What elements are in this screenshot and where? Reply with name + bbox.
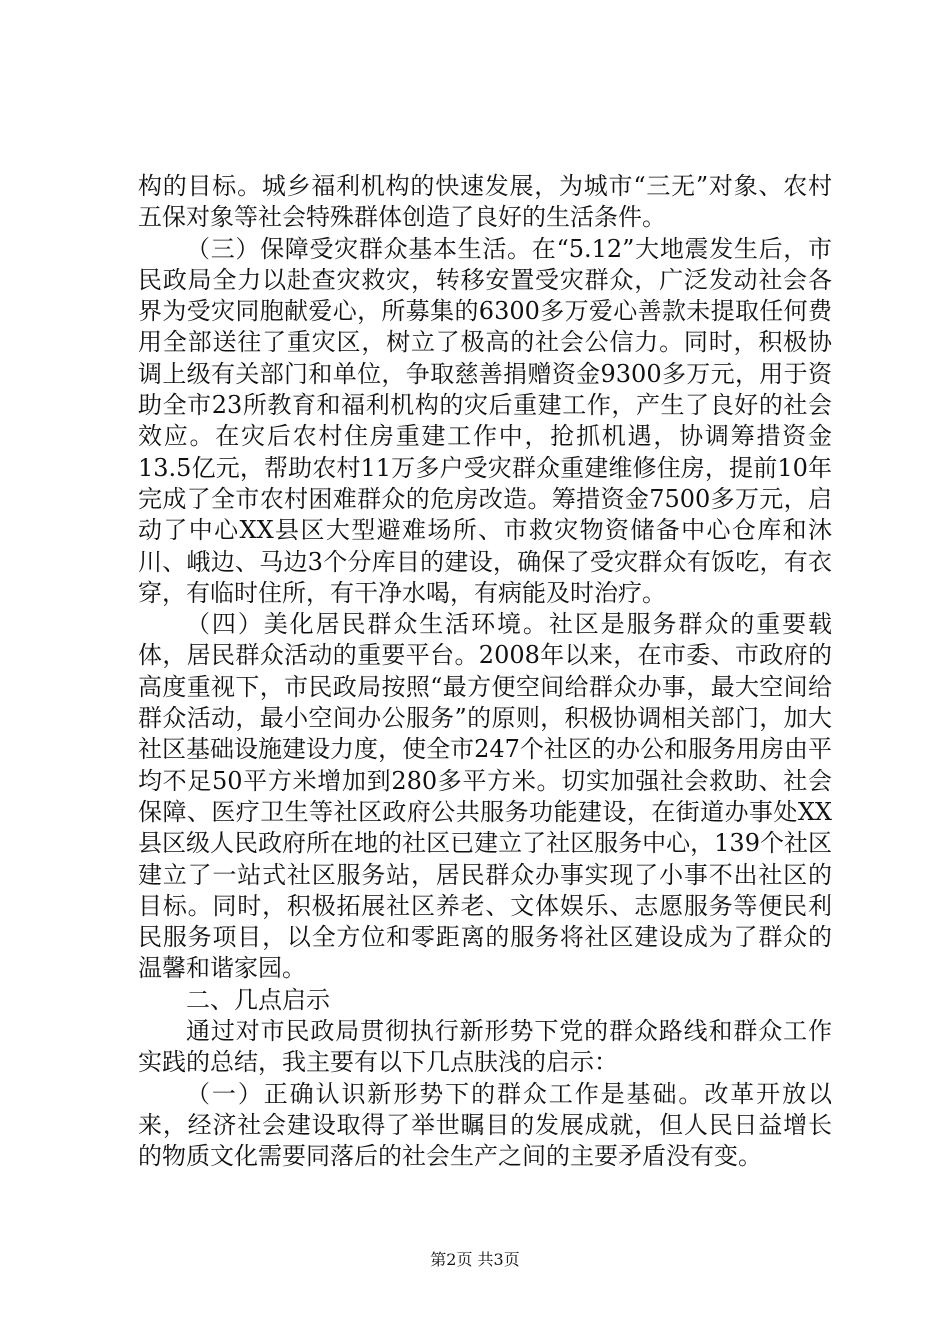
document-body <box>138 171 832 1173</box>
paragraph-insight-one: （一）正确认识新形势下的群众工作是基础。改革开放以来，经济社会建设取得了举世瞩目的发展成就，但人民日益增长的物质文化需要同落后的社会生产之间的主要矛盾没有变。 <box>138 1079 832 1171</box>
paragraph-continuation: 构的目标。城乡福利机构的快速发展，为城市“三无”对象、农村五保对象等社会特殊群体创造了良好的生活条件。 <box>138 172 832 232</box>
paragraph-insights-intro: 通过对市民政局贯彻执行新形势下党的群众路线和群众工作实践的总结，我主要有以下几点肤浅的启示： <box>138 1017 832 1077</box>
page-number-footer: 第2页 共3页 <box>430 1250 520 1269</box>
paragraph-disaster-relief: （三）保障受灾群众基本生活。在“5.12”大地震发生后，市民政局全力以赴查灾救灾，转移安置受灾群众，广泛发动社会各界为受灾同胞献爱心，所募集的6300多万爱心善款未提取任何费用全部送往了重灾区，树立了极高的社会公信力。同时，积极协调上级有关部门和单位，争取慈善捐赠资金9300多万元，用于资助全市23所教育和福利机构的灾后重建工作，产生了良好的社会效应。在灾后农村住房重建工作中，抢抓机遇，协调筹措资金13.5亿元，帮助农村11万多户受灾群众重建维修住房，提前10年完成了全市农村困难群众的危房改造。筹措资金7500多万元，启动了中心XX县区大型避难场所、市救灾物资储备中心仓库和沐川、峨边、马边3个分库目的建设，确保了受灾群众有饭吃，有衣穿，有临时住所，有干净水喝，有病能及时治疗。 <box>138 234 832 607</box>
section-heading-insights: 二、几点启示 <box>186 985 330 1014</box>
paragraph-community-environment: （四）美化居民群众生活环境。社区是服务群众的重要载体，居民群众活动的重要平台。2008年以来，在市委、市政府的高度重视下，市民政局按照“最方便空间给群众办事，最大空间给群众活动，最小空间办公服务”的原则，积极协调相关部门，加大社区基础设施建设力度，使全市247个社区的办公和服务用房由平均不足50平方米增加到280多平方米。切实加强社会救助、社会保障、医疗卫生等社区政府公共服务功能建设，在街道办事处XX县区级人民政府所在地的社区已建立了社区服务中心，139个社区建立了一站式社区服务站，居民群众办事实现了小事不出社区的目标。同时，积极拓展社区养老、文体娱乐、志愿服务等便民利民服务项目，以全方位和零距离的服务将社区建设成为了群众的温馨和谐家园。 <box>138 610 832 983</box>
